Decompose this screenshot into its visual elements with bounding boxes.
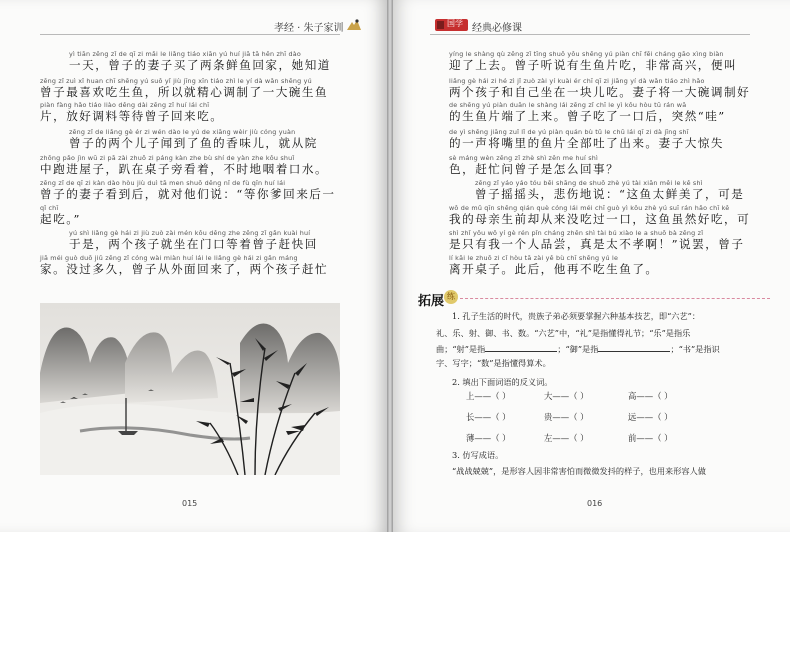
section-divider [460, 298, 770, 299]
pinyin-line: wǒ de mǔ qīn shēng qián què cóng lái méi chī guò yì kǒu zhè yú suī rán hǎo chī kě [449, 204, 730, 212]
practice-badge: 练 [444, 290, 458, 304]
fill-label: ；“御”是指 [557, 344, 599, 354]
hanzi-line: 曾子最喜欢吃生鱼，所以就精心调制了一大碗生鱼 [40, 85, 329, 99]
pinyin-line: qǐ chī [40, 204, 59, 212]
question-3-text: “战战兢兢”，是形容人因非常害怕而微微发抖的样子，也用来形容人做 [452, 466, 706, 476]
hanzi-line: 家。没过多久，曾子从外面回来了，两个孩子赶忙 [40, 262, 329, 276]
pinyin-line: zhōng pǎo jìn wū zi pā zài zhuō zi páng kàn zhe bù shí de yàn zhe kǒu shuǐ [40, 154, 295, 162]
antonym-item: 高——（ ） [628, 391, 673, 401]
extension-title: 拓展 [418, 294, 445, 309]
pinyin-line: sè máng wèn zēng zǐ zhè shì zěn me huí shì [449, 154, 598, 162]
pinyin-line: zēng zǐ de qī zi kàn dào hòu jiù duì tā men shuō děng nǐ de fù qīn huí lái [40, 179, 286, 187]
antonym-item: 大——（ ） [544, 391, 589, 401]
header-ornament-icon [346, 17, 362, 31]
hanzi-line: 曾子的妻子看到后，就对他们说：“等你爹回来后一 [40, 187, 336, 201]
pinyin-line: de shēng yú piàn duān le shàng lái zēng zǐ chī le yì kǒu hòu tū rán wā [449, 101, 687, 109]
hanzi-line: 中跑进屋子，趴在桌子旁看着，不时地咽着口水。 [40, 162, 329, 176]
pinyin-line: yíng le shàng qù zēng zǐ tīng shuō yǒu shēng yú piàn chī fēi cháng gāo xìng biàn [449, 50, 724, 58]
pinyin-line: lí kāi le zhuō zi cǐ hòu tā zài yě bù chī shēng yú le [449, 254, 619, 262]
pinyin-line: zēng zǐ de liǎng gè ér zi wén dào le yú de xiāng wèir jiù cóng yuàn [69, 128, 296, 136]
guoxue-logo [435, 17, 469, 31]
question-1-line-4: 字、写字；“数”是指懂得算术。 [436, 358, 551, 368]
hanzi-line: 迎了上去。曾子听说有生鱼片吃，非常高兴，便叫 [449, 58, 738, 72]
background [0, 532, 790, 647]
question-1-line-1: 1. 孔子生活的时代，贵族子弟必须要掌握六种基本技艺，即“六艺”： [452, 311, 701, 321]
hanzi-line: 于是，两个孩子就坐在门口等着曾子赶快回 [69, 237, 318, 251]
antonym-item: 贵——（ ） [544, 412, 589, 422]
page-header: 经典必修课 [472, 23, 522, 34]
hanzi-line: 的一声将嘴里的鱼片全部吐了出来。妻子大惊失 [449, 136, 724, 150]
ink-painting [40, 303, 340, 475]
hanzi-line: 两个孩子和自己坐在一块儿吃。妻子将一大碗调制好 [449, 85, 751, 99]
pinyin-line: shì zhǐ yǒu wǒ yí gè rén pǐn cháng zhēn shì tài bú xiào le a shuō bà zēng zǐ [449, 229, 704, 237]
hanzi-line: 曾子摇摇头，悲伤地说：“这鱼太鲜美了，可是 [475, 187, 745, 201]
hanzi-line: 离开桌子。此后，他再不吃生鱼了。 [449, 262, 659, 276]
antonym-item: 左——（ ） [544, 433, 589, 443]
antonym-item: 前——（ ） [628, 433, 673, 443]
hanzi-line: 一天，曾子的妻子买了两条鲜鱼回家，她知道 [69, 58, 331, 72]
hanzi-line: 起吃。” [40, 212, 81, 226]
question-1-line-3 [436, 343, 720, 355]
left-page [0, 0, 387, 532]
hanzi-line: 的生鱼片端了上来。曾子吃了一口后，突然“哇” [449, 109, 726, 123]
pinyin-line: yú shì liǎng gè hái zi jiù zuò zài mén kǒu děng zhe zēng zǐ gǎn kuài huí [69, 229, 311, 237]
pinyin-line: zēng zǐ zuì xǐ huan chī shēng yú suǒ yǐ jiù jīng xīn tiáo zhì le yí dà wǎn shēng yú [40, 77, 312, 85]
hanzi-line: 片，放好调料等待曾子回来吃。 [40, 109, 224, 123]
page-number: 016 [587, 499, 603, 508]
answer-blank[interactable] [485, 343, 557, 352]
header-rule [430, 34, 750, 35]
antonym-item: 长——（ ） [466, 412, 511, 422]
antonym-item: 上——（ ） [466, 391, 511, 401]
pinyin-line: zēng zǐ yáo yáo tóu bēi shāng de shuō zhè yú tài xiān měi le kě shì [475, 179, 703, 187]
question-3: 3. 仿写成语。 [452, 450, 504, 460]
antonym-item: 远——（ ） [628, 412, 673, 422]
question-1-line-2: 礼、乐、射、御、书、数。“六艺”中，“礼”是指懂得礼节；“乐”是指乐 [436, 328, 691, 338]
answer-blank[interactable] [598, 343, 670, 352]
pinyin-line: yì tiān zēng zǐ de qī zi mǎi le liǎng tiáo xiān yú huí jiā tā hěn zhī dào [69, 50, 301, 58]
header-rule [40, 34, 340, 35]
hanzi-line: 曾子的两个儿子闻到了鱼的香味儿，就从院 [69, 136, 318, 150]
fill-label: ；“书”是指识 [670, 344, 720, 354]
page-number: 015 [182, 499, 198, 508]
question-2: 2. 填出下面词语的反义词。 [452, 377, 553, 387]
fill-label: 曲；“射”是指 [436, 344, 486, 354]
pinyin-line: piàn fàng hǎo tiáo liào děng dài zēng zǐ huí lái chī [40, 101, 210, 109]
page-header: 孝经 · 朱子家训 [274, 23, 344, 34]
hanzi-line: 是只有我一个人品尝，真是太不孝啊！”说罢，曾子 [449, 237, 745, 251]
hanzi-line: 我的母亲生前却从来没吃过一口，这鱼虽然好吃，可 [449, 212, 751, 226]
pinyin-line: jiā méi guò duō jiǔ zēng zǐ cóng wài miàn huí lái le liǎng gè hái zi gǎn máng [40, 254, 298, 262]
pinyin-line: de yì shēng jiāng zuǐ lǐ de yú piàn quán bù tǔ le chū lái qī zi dà jīng shī [449, 128, 689, 136]
logo-text: 国学 [447, 19, 463, 28]
pinyin-line: liǎng gè hái zi hé zì jǐ zuò zài yí kuài ér chī qī zi jiāng yí dà wǎn tiáo zhì hǎo [449, 77, 705, 85]
hanzi-line: 色，赶忙问曾子是怎么回事？ [449, 162, 620, 176]
antonym-item: 薄——（ ） [466, 433, 511, 443]
